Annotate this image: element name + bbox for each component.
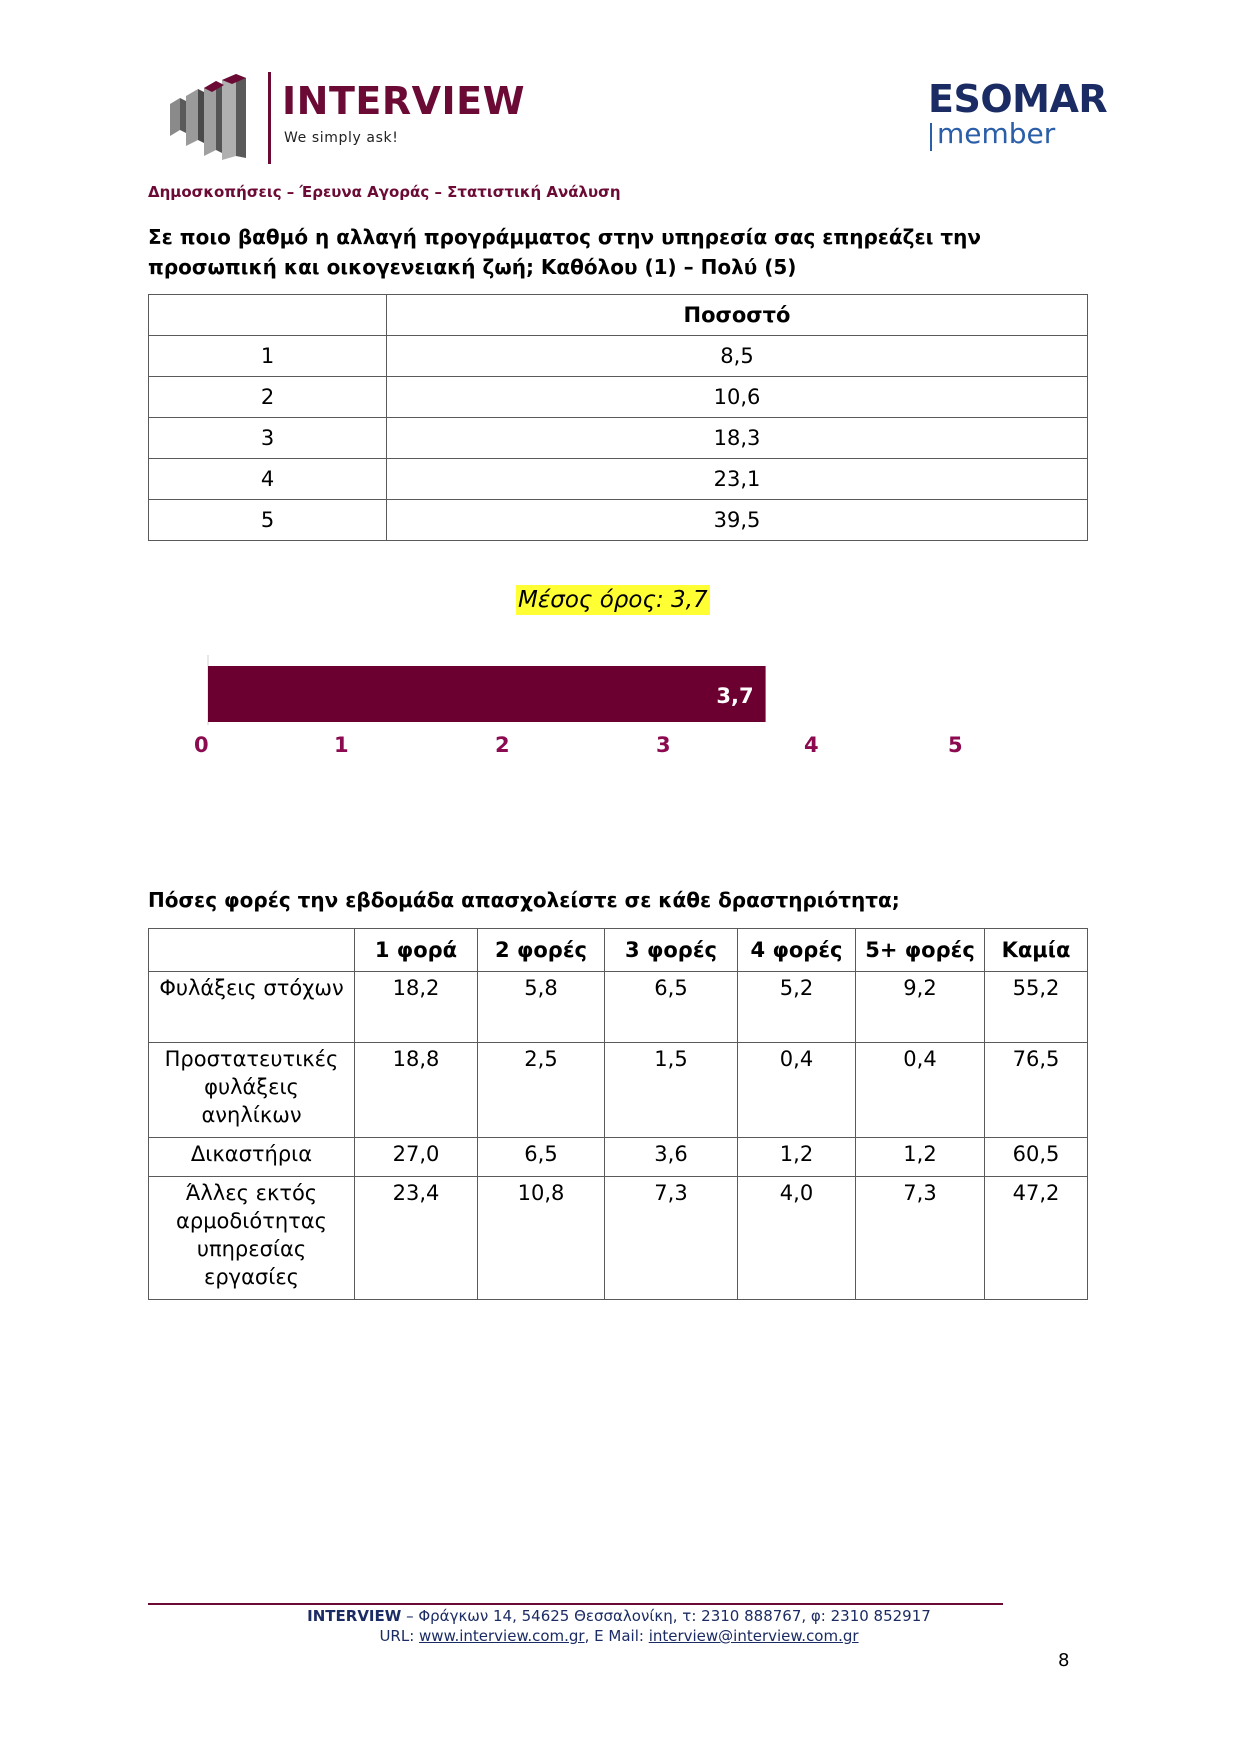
table-cell: 6,5 xyxy=(478,1138,605,1177)
x-tick-label: 0 xyxy=(194,733,209,757)
table-cell: 0,4 xyxy=(856,1043,985,1138)
esomar-logo xyxy=(928,77,1108,156)
x-tick-label: 1 xyxy=(334,733,349,757)
email-link[interactable]: interview@interview.com.gr xyxy=(648,1627,859,1645)
table-cell: 1,2 xyxy=(856,1138,985,1177)
x-tick-label: 2 xyxy=(495,733,510,757)
x-tick-label: 4 xyxy=(804,733,819,757)
esomar-member: member xyxy=(937,117,1056,150)
table-cell: 60,5 xyxy=(985,1138,1088,1177)
table-row xyxy=(149,1177,1088,1300)
table-cell: 4,0 xyxy=(738,1177,856,1300)
table-cell: 55,2 xyxy=(985,972,1088,1043)
table-cell: 76,5 xyxy=(985,1043,1088,1138)
table-row xyxy=(149,377,1088,418)
question1-title: Σε ποιο βαθμό η αλλαγή προγράμματος στην υπηρεσία σας επηρεάζει την προσωπική και οικογενειακή ζωή; Καθόλου (1) – Πολύ (5) xyxy=(148,225,981,279)
empty-header-cell xyxy=(149,295,387,336)
table-cell: 10,8 xyxy=(478,1177,605,1300)
footer-url-label: URL: xyxy=(379,1627,420,1645)
rating-label: 4 xyxy=(149,459,387,500)
website-link[interactable]: www.interview.com.gr xyxy=(419,1627,585,1645)
footer-address-line xyxy=(148,1607,1090,1625)
table-cell: 3,6 xyxy=(605,1138,738,1177)
table-cell: 2,5 xyxy=(478,1043,605,1138)
empty-header-cell xyxy=(149,929,355,972)
mean-bar xyxy=(208,666,766,722)
table-cell: 7,3 xyxy=(856,1177,985,1300)
percent-value: 10,6 xyxy=(387,377,1088,418)
footer-email-label: , E Mail: xyxy=(584,1627,649,1645)
question2-table xyxy=(148,928,1088,1300)
mean-bar-chart xyxy=(190,650,1090,770)
table-cell: 5,2 xyxy=(738,972,856,1043)
percent-value: 23,1 xyxy=(387,459,1088,500)
column-header: 4 φορές xyxy=(738,929,856,972)
activity-label: Φυλάξεις στόχων xyxy=(149,972,355,1043)
footer-address: – Φράγκων 14, 54625 Θεσσαλονίκη, τ: 2310 888767, φ: 2310 852917 xyxy=(401,1607,931,1625)
table-cell: 0,4 xyxy=(738,1043,856,1138)
x-tick-label: 5 xyxy=(948,733,963,757)
column-header: 5+ φορές xyxy=(856,929,985,972)
footer-contact-line xyxy=(148,1627,1090,1645)
table-cell: 1,2 xyxy=(738,1138,856,1177)
footer-divider xyxy=(148,1603,1003,1605)
page-number: 8 xyxy=(1058,1650,1070,1671)
esomar-name: ESOMAR xyxy=(928,77,1108,121)
activity-label: Άλλες εκτός αρμοδιότητας υπηρεσίας εργασίες xyxy=(149,1177,355,1300)
table-cell: 9,2 xyxy=(856,972,985,1043)
table-row xyxy=(149,1043,1088,1138)
brand-tagline: We simply ask! xyxy=(284,130,399,146)
percent-value: 39,5 xyxy=(387,500,1088,541)
table-row xyxy=(149,459,1088,500)
column-header: 3 φορές xyxy=(605,929,738,972)
table-row xyxy=(149,336,1088,377)
column-header: Καμία xyxy=(985,929,1088,972)
interview-logo xyxy=(168,72,538,164)
rating-label: 1 xyxy=(149,336,387,377)
table-cell: 6,5 xyxy=(605,972,738,1043)
activity-label: Δικαστήρια xyxy=(149,1138,355,1177)
column-header: 1 φορά xyxy=(355,929,478,972)
table-row xyxy=(149,418,1088,459)
table-header-row xyxy=(149,295,1088,336)
table-cell: 23,4 xyxy=(355,1177,478,1300)
percent-value: 18,3 xyxy=(387,418,1088,459)
company-subtitle: Δημοσκοπήσεις – Έρευνα Αγοράς – Στατιστική Ανάλυση xyxy=(148,183,621,201)
rating-label: 2 xyxy=(149,377,387,418)
bar-chart-logo-icon xyxy=(168,74,252,160)
rating-label: 5 xyxy=(149,500,387,541)
brand-name: INTERVIEW xyxy=(282,79,526,123)
x-tick-label: 3 xyxy=(656,733,671,757)
table-cell: 18,8 xyxy=(355,1043,478,1138)
table-cell: 27,0 xyxy=(355,1138,478,1177)
table-header-row xyxy=(149,929,1088,972)
x-axis-ticks xyxy=(194,733,963,757)
table-row xyxy=(149,500,1088,541)
table-cell: 7,3 xyxy=(605,1177,738,1300)
table-row xyxy=(149,1138,1088,1177)
table-cell: 5,8 xyxy=(478,972,605,1043)
esomar-divider xyxy=(930,123,932,151)
question1-table xyxy=(148,294,1088,541)
table-cell: 47,2 xyxy=(985,1177,1088,1300)
question2-title: Πόσες φορές την εβδομάδα απασχολείστε σε κάθε δραστηριότητα; xyxy=(148,888,900,912)
rating-label: 3 xyxy=(149,418,387,459)
column-header: 2 φορές xyxy=(478,929,605,972)
table-cell: 1,5 xyxy=(605,1043,738,1138)
table-cell: 18,2 xyxy=(355,972,478,1043)
mean-bar-value-label: 3,7 xyxy=(716,684,754,708)
activity-label: Προστατευτικές φυλάξεις ανηλίκων xyxy=(149,1043,355,1138)
logo-divider xyxy=(268,72,271,164)
percent-value: 8,5 xyxy=(387,336,1088,377)
table-row xyxy=(149,972,1088,1043)
mean-label: Μέσος όρος: 3,7 xyxy=(518,587,708,613)
footer-company: INTERVIEW xyxy=(307,1607,402,1625)
percent-column-header: Ποσοστό xyxy=(387,295,1088,336)
